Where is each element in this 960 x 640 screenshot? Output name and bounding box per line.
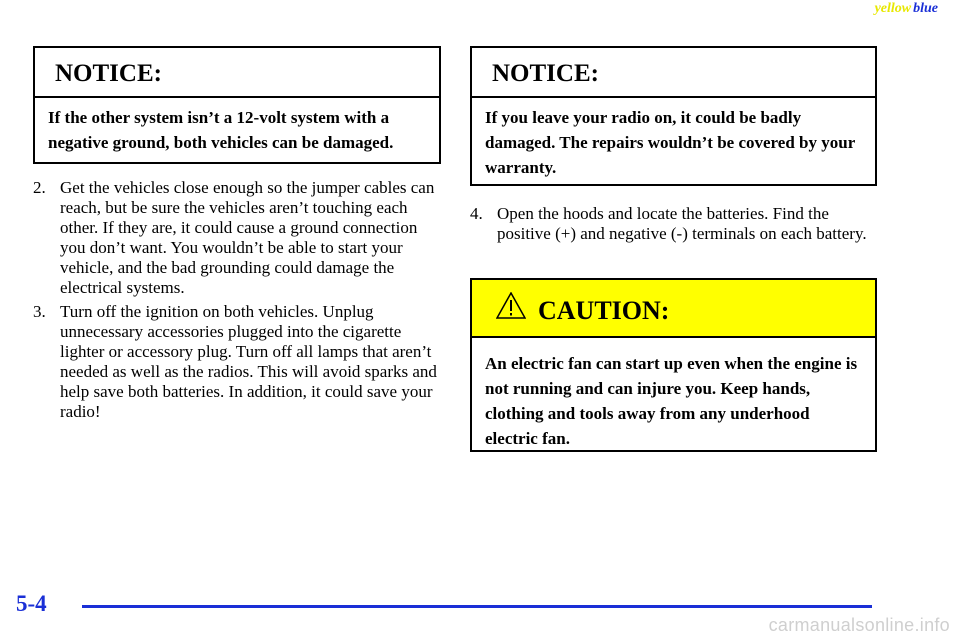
- step-text: Open the hoods and locate the batteries. Find the positive (+) and negative (-) terminals on each battery.: [497, 204, 867, 243]
- notice-box-left: [33, 46, 441, 164]
- page-number: 5-4: [16, 591, 47, 616]
- step-number: 4.: [470, 204, 483, 223]
- color-tag: [875, 1, 938, 17]
- notice-body: If you leave your radio on, it could be badly damaged. The repairs wouldn’t be covered by your warranty.: [485, 108, 855, 177]
- notice-box-right: [470, 46, 877, 186]
- notice-body: If the other system isn’t a 12-volt system with a negative ground, both vehicles can be damaged.: [48, 108, 394, 152]
- caution-body: An electric fan can start up even when the engine is not running and can injure you. Keep hands, clothing and tools away from any underhood electric fan.: [485, 354, 858, 448]
- watermark: carmanualsonline.info: [768, 615, 950, 635]
- notice-title: NOTICE:: [472, 48, 875, 98]
- step-item: [33, 302, 441, 422]
- caution-title: CAUTION:: [538, 296, 670, 325]
- notice-title: NOTICE:: [35, 48, 439, 98]
- step-number: 2.: [33, 178, 46, 197]
- step-item: [470, 204, 877, 244]
- color-tag-yellow: yellow: [874, 1, 912, 16]
- color-tag-blue: blue: [913, 1, 938, 16]
- footer-rule: [82, 605, 872, 608]
- step-number: 3.: [33, 302, 46, 321]
- warning-triangle-icon: [496, 292, 526, 319]
- step-text: Get the vehicles close enough so the jumper cables can reach, but be sure the vehicles aren’t touching each other. If they are, it could cause a ground connection you don’t want. You wouldn’t be able to start your vehicle, and the bad grounding could damage the electrical systems.: [60, 178, 435, 297]
- step-item: [33, 178, 441, 298]
- caution-box: [470, 278, 877, 452]
- caution-header: [472, 280, 875, 338]
- step-text: Turn off the ignition on both vehicles. Unplug unnecessary accessories plugged into the cigarette lighter or accessory plug. Turn off all lamps that aren’t needed as well as the radios. This will avoid sparks and help save both batteries. In addition, it could save your radio!: [60, 302, 437, 421]
